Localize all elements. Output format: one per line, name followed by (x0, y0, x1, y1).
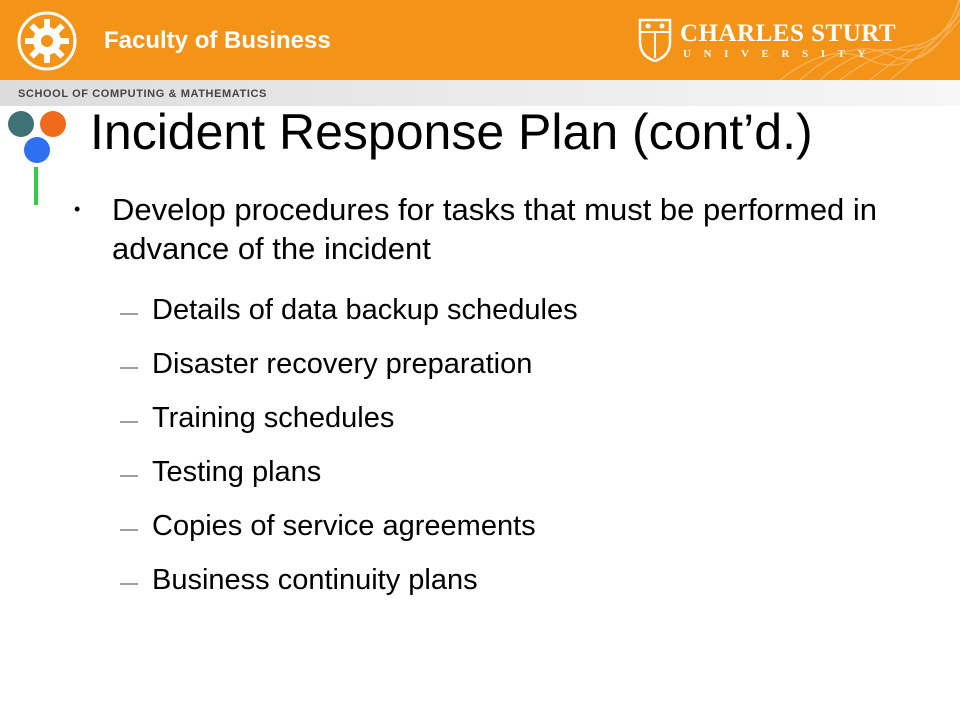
sub-bullet-dash (120, 313, 138, 315)
sub-bullet-item: Testing plans (152, 456, 322, 488)
sub-bullet-item: Disaster recovery preparation (152, 348, 533, 380)
sub-bullet-item: Training schedules (152, 402, 395, 434)
sub-bullet-dash (120, 583, 138, 585)
faculty-name: Faculty of Business (104, 27, 331, 54)
slide-title: Incident Response Plan (cont’d.) (90, 104, 813, 160)
school-name: SCHOOL OF COMPUTING & MATHEMATICS (18, 88, 267, 100)
university-name: CHARLES STURT (680, 20, 897, 47)
sub-bullet-dash (120, 475, 138, 477)
sub-bullet-item: Copies of service agreements (152, 510, 536, 542)
university-subtitle: UNIVERSITY (683, 48, 879, 60)
sub-bullet-dash (120, 529, 138, 531)
bullet-marker: • (74, 199, 81, 219)
sub-bullet-dash (120, 367, 138, 369)
sub-bullet-dash (120, 421, 138, 423)
sub-bullet-item: Details of data backup schedules (152, 294, 578, 326)
bullet-item: Develop procedures for tasks that must be performed in advance of the incident (112, 192, 878, 266)
sub-bullet-item: Business continuity plans (152, 564, 478, 596)
